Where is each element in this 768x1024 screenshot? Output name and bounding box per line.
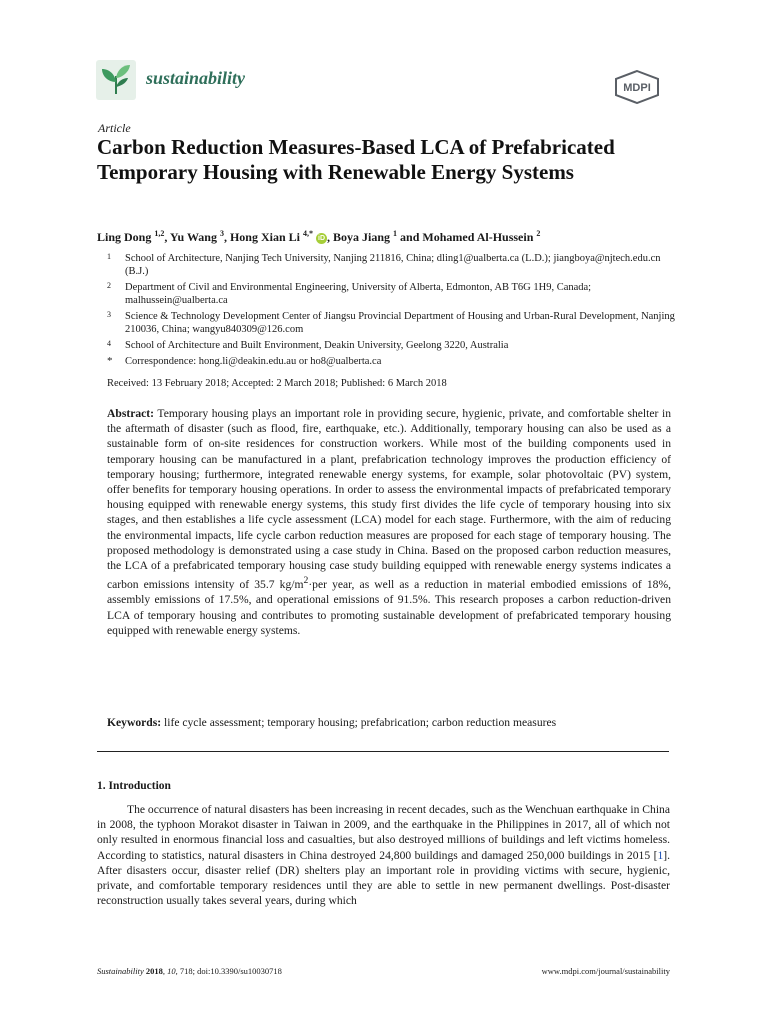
publication-dates: Received: 13 February 2018; Accepted: 2 March 2018; Published: 6 March 2018 (107, 378, 447, 389)
affiliation-item (107, 281, 677, 307)
affiliations (107, 252, 677, 371)
abstract (107, 406, 671, 638)
footer-journal: Sustainability (97, 966, 144, 976)
keywords-text: life cycle assessment; temporary housing; prefabrication; carbon reduction measures (164, 716, 557, 729)
author-affiliation-marker: 2 (536, 229, 541, 238)
author-name: Ling Dong (97, 230, 152, 244)
affiliation-number: * (107, 355, 113, 367)
section-heading: 1. Introduction (97, 780, 171, 792)
affiliation-text: School of Architecture, Nanjing Tech University, Nanjing 211816, China; dling1@ualberta.ca (L.D.); jiangboya@njtech.edu.cn (B.J.) (125, 253, 661, 277)
affiliation-item (107, 252, 677, 278)
affiliation-number: 2 (107, 281, 111, 290)
footer-url[interactable]: www.mdpi.com/journal/sustainability (541, 966, 670, 976)
affiliation-text: Department of Civil and Environmental Engineering, University of Alberta, Edmonton, AB T6G 1H9, Canada; malhussein@ualberta.ca (125, 282, 592, 306)
footer-volume: 10 (167, 966, 176, 976)
intro-text-continued: ]. After disasters occur, disaster relief (DR) shelters play an important role in providing victims with secure, hygienic, private, and comfortable temporary residences until they are able to settle in new permanent dwellings. Post-disaster reconstruction usually takes several years, during which (97, 848, 670, 908)
author-name: Boya Jiang (333, 230, 391, 244)
affiliation-number: 4 (107, 339, 111, 348)
affiliation-item (107, 310, 677, 336)
abstract-text: Temporary housing plays an important role in providing secure, hygienic, private, and comfortable shelter in the aftermath of disaster (such as flood, fire, earthquake, etc.). Additionally, temporary housing can also be used as a sustainable form of on-site residences for construction workers. While most of the building components used in temporary housing can be manufactured in a plant, prefabrication technology improves the production efficiency of temporary housing; furthermore, integrated renewable energy systems, for example, solar photovoltaic (PV) system, offer benefits for temporary housing operations. In order to assess the environmental impacts of prefabricated temporary housing equipped with renewable energy systems, this study first divides the life cycle of temporary housing into six stages, and then establishes a life cycle assessment (LCA) model for each stage. Furthermore, with the aim of reducing the environmental impacts, life cycle carbon reduction measures are proposed for each stage of temporary housing. The proposed methodology is demonstrated using a case study in China. Based on the proposed carbon reduction measures, the LCA of a prefabricated temporary housing case study building equipped with renewable energy systems indicates a carbon emissions intensity of 35.7 kg/m (107, 407, 671, 592)
affiliation-number: 3 (107, 310, 111, 319)
author-separator: , (164, 230, 170, 244)
affiliation-item (107, 339, 677, 352)
mdpi-logo (614, 70, 660, 104)
author-separator: , (327, 230, 333, 244)
keywords-label: Keywords: (107, 716, 162, 729)
section-divider (97, 751, 669, 752)
footer-citation: Sustainability 2018, 10, 718; doi:10.3390/su10030718 (97, 966, 282, 976)
author-list (97, 229, 540, 245)
author-affiliation-marker: 1,2 (154, 229, 165, 238)
affiliation-text: Science & Technology Development Center of Jiangsu Provincial Department of Housing and Urban-Rural Development, Nanjing 210036, China; wangyu840309@126.com (125, 311, 675, 335)
footer-doi: , 718; doi:10.3390/su10030718 (175, 966, 282, 976)
abstract-superscript: 2 (303, 575, 309, 587)
author-affiliation-marker: 3 (219, 229, 224, 238)
abstract-text-continued: ·per year, as well as a reduction in material embodied emissions of 18%, assembly emissions of 17.5%, and operational emissions of 91.5%. This research proposes a carbon reduction-driven LCA of temporary housing and contributes to promoting sustainable development of prefabricated temporary housing equipped with renewable energy systems. (107, 578, 671, 637)
keywords (107, 716, 671, 729)
author-name: Hong Xian Li (229, 230, 300, 244)
citation-link[interactable]: 1 (657, 848, 664, 862)
author-affiliation-marker: 1 (393, 229, 398, 238)
mdpi-logo-text: MDPI (623, 82, 651, 94)
leaf-sprout-icon (96, 60, 136, 100)
paper-title: Carbon Reduction Measures-Based LCA of Prefabricated Temporary Housing with Renewable Energy Systems (97, 135, 615, 184)
abstract-label: Abstract: (107, 407, 155, 420)
author-separator: , (223, 230, 230, 244)
author-name: Yu Wang (169, 230, 217, 244)
intro-text: The occurrence of natural disasters has been increasing in recent decades, such as the Wenchuan earthquake in China in 2008, the typhoon Morakot disaster in Taiwan in 2009, and the earthquake in the Philippines in 2017, all of which not only resulted in enormous financial loss and casualties, but also destroyed millions of buildings and left victims homeless. According to statistics, natural disasters in China destroyed 24,800 buildings and damaged 250,000 buildings in 2015 [ (97, 803, 670, 862)
footer-year: 2018 (145, 966, 163, 976)
article-type: Article (98, 121, 131, 135)
author-separator: and (397, 230, 423, 244)
orcid-icon[interactable]: iD (318, 235, 325, 242)
journal-name: sustainability (146, 68, 246, 88)
author-affiliation-marker: 4,* (303, 229, 313, 238)
affiliation-number: 1 (107, 252, 111, 261)
introduction-paragraph (97, 802, 670, 908)
author-name: Mohamed Al-Hussein (422, 230, 534, 244)
correspondence (107, 355, 677, 368)
affiliation-text: Correspondence: hong.li@deakin.edu.au or ho8@ualberta.ca (125, 356, 382, 367)
affiliation-text: School of Architecture and Built Environment, Deakin University, Geelong 3220, Australia (125, 340, 509, 351)
